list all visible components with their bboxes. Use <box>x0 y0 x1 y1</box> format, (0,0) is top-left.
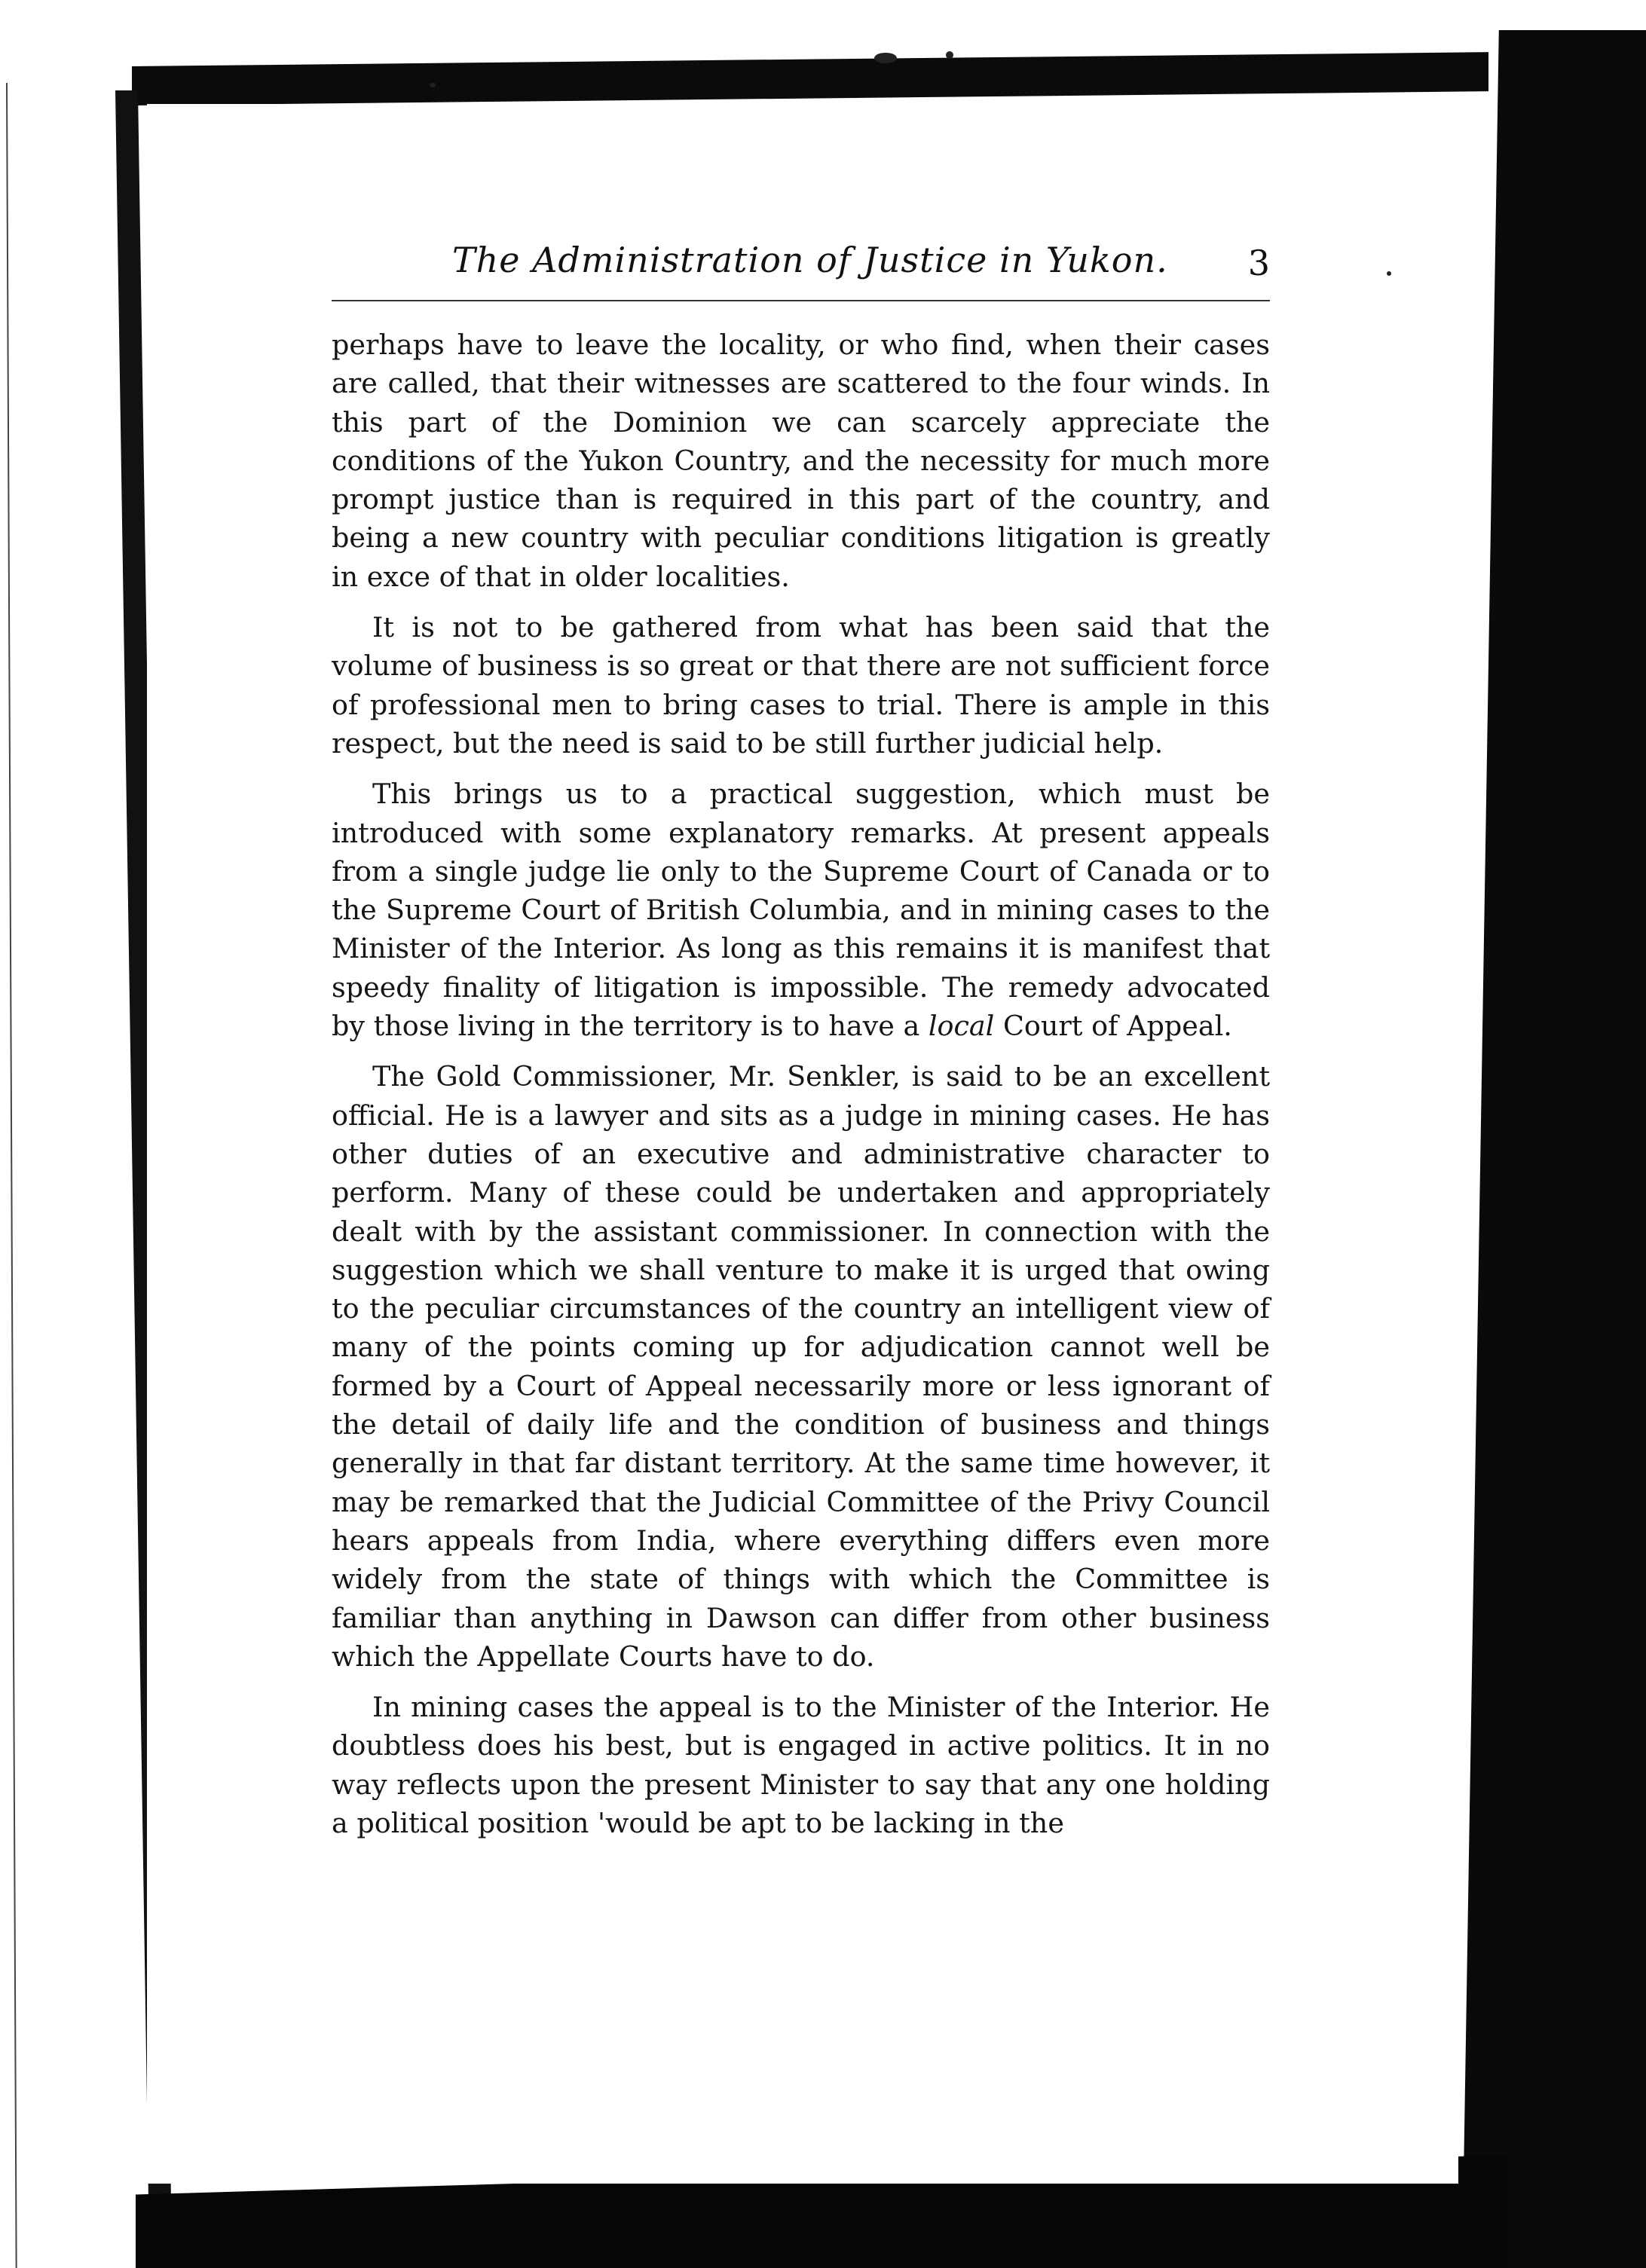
paragraph: It is not to be gathered from what has been said that the volume of business is so great or that there are not sufficient force of professional men to bring cases to trial. There is ample in this respect, but the need is said to be still further judicial help. <box>332 611 1270 760</box>
body-text <box>332 326 1270 1854</box>
scan-border-top <box>132 52 1488 105</box>
paragraph-text: This brings us to a practical suggestion, which must be introduced with some explanatory remarks. At present appeals from a single judge lie only to the Supreme Court of Canada or to the Supreme Court of British Columbia, and in mining cases to the Minister of the Interior. As long as this remains it is manifest that speedy finality of litigation is impossible. The remedy advocated by those living in the territory is to have a <box>332 778 1270 1043</box>
scan-edge-line <box>6 83 17 2268</box>
paragraph <box>332 775 1270 1045</box>
header-title: The Administration of Justice in Yukon. <box>452 240 1168 280</box>
paragraph: perhaps have to leave the locality, or who find, when their cases are called, that their witnesses are scattered to the four winds. In this part of the Dominion we can scarcely appreciate the conditions of the Yukon Country, and the necessity for much more prompt justice than is required in this part of the country, and being a new country with peculiar conditions litigation is greatly in exce of that in older localities. <box>332 329 1270 593</box>
italic-emphasis: local <box>928 1010 995 1043</box>
paragraph-text: Court of Appeal. <box>994 1010 1232 1043</box>
running-header <box>332 240 1270 289</box>
paragraph: The Gold Commissioner, Mr. Senkler, is said to be an excellent official. He is a lawyer and sits as a judge in mining cases. He has other duties of an executive and administrative character to perform. Many of these could be undertaken and appropriately dealt with by the assistant commissioner. In connection with the suggestion which we shall venture to make it is urged that owing to the peculiar circumstances of the country an intelligent view of many of the points coming up for adjudication cannot well be formed by a Court of Appeal necessarily more or less ignorant of the detail of daily life and the condition of business and things generally in that far distant territory. At the same time however, it may be remarked that the Judicial Committee of the Privy Council hears appeals from India, where everything differs even more widely from the state of things with which the Committee is familiar than anything in Dawson can differ from other business which the Appellate Courts have to do. <box>332 1060 1270 1673</box>
paragraph: In mining cases the appeal is to the Minister of the Interior. He doubtless does his best, but is engaged in active politics. It in no way reflects upon the present Minister to say that any one holding a political position 'would be apt to be lacking in the <box>332 1691 1270 1839</box>
scan-border-right <box>1462 30 1646 2268</box>
scan-speck <box>874 53 897 63</box>
header-rule <box>332 300 1270 301</box>
page-number: 3 <box>1247 243 1270 283</box>
scan-speck <box>430 83 436 87</box>
scan-speck <box>1387 271 1391 276</box>
scan-speck <box>946 51 953 59</box>
